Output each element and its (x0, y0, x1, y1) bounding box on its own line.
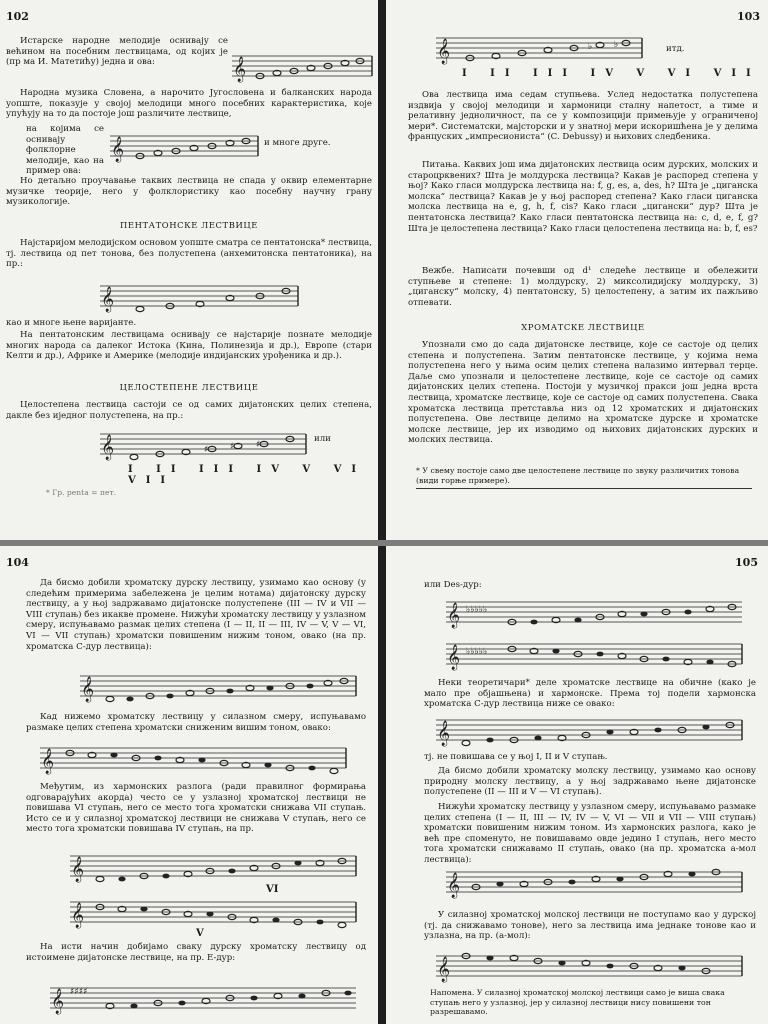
section-heading: ПЕНТАТОНСКЕ ЛЕСТВИЦЕ (119, 220, 259, 230)
footnote: * У свему постоје само две целостепене лествице по звуку различитих тонова (види горње примере). (416, 466, 752, 489)
paragraph: Упознали смо до сада дијатонске лествице, које се састоје од целих степена и полустепена. Затим пентатонске лествице, у којима нема полустепена него у њима осим целих степена налазимо интервал терце. Даље смо упознали и целостепене лествице, које се састоје од самих дијатонских целих степена. Постоји у музичкој пракси још једна врста лествица, хроматске лествице, које се састоје од самих полустепена. Свака хроматска лествица претставља низ од 12 хроматских и дијатонских полустепена. Ове лествице делимо на хроматске дурске и хроматске молске лествице, јер их изводимо од њихових дијатонских дурских и молских лествица. (408, 340, 758, 446)
paragraph: и многе друге. (264, 138, 331, 148)
music-staff-istrian-scale (232, 50, 374, 84)
svg-text:♭: ♭ (614, 40, 619, 50)
paragraph-questions: Питања. Каквих још има дијатонских лествица осим дурских, молских и староцрквених? Шта је молдурска лествица? Какав је распоред степена у њој? Како гласи молдурска лествица на: f, g, es, a, des, h? Шта је „циганска молска“ лествица? Какав је у њој распоред степена? Како гласи циганска молска лествица на e, g, h, f, cis? Како гласи „цигански“ дур? Шта је пентатонска лествица? Како гласи пентатонска лествица на: c, d, e, f, g? Шта је целостепена лествица? Како гласи целостепена лествица на: b, f, es? (408, 160, 758, 234)
paragraph: Ова лествица има седам ступњева. Услед недостатка полустепена издвија у својој мелодици и хармоници сталну напетост, а тиме и релативну једноличност, па се у композицији примењује у ограниченој мери*. Систематски, мајсторски и у знатној мери искоришћена је у делима француских „импресиониста“ (C. Debussy) и њихових следбеника. (408, 90, 758, 143)
paragraph: Међутим, из хармонских разлога (ради правилног формирања одговарајућих акорда) често се у узлазној хроматској лествици не повишава VI ступањ, него се место тога хроматски снижава VII ступањ. Исто се и у силазној хроматској лествици не снижава V ступањ, него се место тога хроматски повишава IV ступањ, на пр. (26, 782, 366, 835)
page-104 (0, 546, 378, 1024)
paragraph: Но детаљно проучавање таквих лествица не спада у оквир елементарне музичке теорије, него у фолклористику као посебну научну грану музикологије. (6, 176, 372, 208)
music-staff-chromatic-c-ascending (80, 670, 360, 704)
degree-label-vi: VI (266, 884, 279, 895)
music-staff-folk-scale (110, 130, 260, 164)
svg-text:𝄞: 𝄞 (101, 287, 115, 312)
page-number: 104 (6, 556, 29, 569)
note-remark: Напомена. У силазној хроматској молској лествици само је виша свака ступањ него у узлазној, јер у силазној лествици нису повишени тон разрешавамо. (430, 988, 725, 1016)
music-staff-chromatic-c-descending (40, 742, 350, 776)
page-number: 103 (737, 10, 760, 23)
svg-text:𝄞: 𝄞 (81, 677, 95, 702)
music-staff-chromatic-des-down (446, 636, 746, 672)
page-103 (386, 0, 768, 540)
label-etc: итд. (666, 44, 685, 54)
svg-text:♭♭♭♭♭: ♭♭♭♭♭ (466, 605, 488, 615)
book-spine-shadow (378, 0, 386, 1024)
scale-degrees: I II III IV V VI VII (462, 68, 761, 79)
paragraph: Неки теоретичари* деле хроматске лествице на обичне (како је мало пре објашњена) и хармонске. Према тој подели хармонска хроматска C-дур лествица ниже се овако: (424, 678, 756, 710)
svg-text:𝄞: 𝄞 (447, 603, 461, 628)
svg-text:♯: ♯ (256, 440, 261, 450)
svg-text:♭: ♭ (588, 42, 593, 52)
degree-label-v: V (196, 928, 204, 939)
page-number: 102 (6, 10, 29, 23)
paragraph: Да бисмо добили хроматску дурску лествицу, узимамо као основу (у следећим примерима забележена је целим нотама) дијатонску дурску лествицу, а у њој задржавамо дијатонске полустепене (III — IV и VII — VIII ступањ) без икакве промене. Нижући хроматску лествицу у узлазном смеру, испуњавамо размак целих степена (I — II, II — III, IV — V, V — VI, VI — VII ступањ) хроматски повишеним нижим тоном, овако (на пр. хроматска C-дур лествица): (26, 578, 366, 652)
paragraph: На исти начин добијамо сваку дурску хроматску лествицу од истоимене дијатонске лествице, на пр. E-дур: (26, 942, 366, 963)
svg-text:𝄞: 𝄞 (447, 645, 461, 670)
page-102 (0, 0, 378, 540)
svg-text:𝄞: 𝄞 (447, 873, 461, 898)
paragraph: Да бисмо добили хроматску молску лествицу, узимамо као основу природну молску лествицу, а у њој задржавамо њене дијатонске полустепене (II — III и V — VI ступањ). (424, 766, 756, 798)
paragraph: тј. не повишава се у њој I, II и V ступањ. (424, 752, 608, 762)
svg-text:𝄞: 𝄞 (437, 957, 451, 982)
music-staff-pentatonic (100, 278, 300, 314)
svg-text:𝄞: 𝄞 (71, 903, 85, 928)
paragraph: Целостепена лествица састоји се од самих дијатонских целих степена, дакле без иједног полустепена, на пр.: (6, 400, 372, 421)
label-des-major: или Des-дур: (424, 580, 482, 590)
paragraph: Нижући хроматску лествицу у узлазном смеру, испуњавамо размаке целих степена (I — II, III — IV, IV — V, VI — VII и VII — VIII ступањ) хроматски повишеним нижим тоном. Из хармонских разлога, како је већ пре споменуто, не повишавамо овде једино I ступањ, него место тога хроматски снижавамо II ступањ, овако (на пр. хроматска a-мол лествица): (424, 802, 756, 865)
label-or: или (314, 434, 331, 444)
paragraph: Народна музика Словена, а нарочито Југословена и балканских народа уопште, показује у својој мелодици много посебних карактеристика, које упућују на то да постоје још различите лествице, (6, 88, 372, 120)
svg-text:𝄞: 𝄞 (111, 137, 125, 162)
paragraph: На пентатонским лествицама оснивају се најстарије познате мелодије многих народа са далеког Истока (Кина, Полинезија и др.), Европе (стари Келти и др.), Африке и Америке (мелодије индијанских урођеника и др.). (6, 330, 372, 362)
svg-text:♭♭♭♭♭: ♭♭♭♭♭ (466, 647, 488, 657)
music-staff-whole-tone-2 (436, 30, 646, 66)
section-heading: ЦЕЛОСТЕПЕНЕ ЛЕСТВИЦЕ (119, 382, 259, 392)
svg-text:𝄞: 𝄞 (437, 39, 451, 64)
music-staff-chromatic-e (50, 978, 360, 1018)
scan-separator (0, 540, 768, 546)
music-staff-chromatic-des-up (446, 594, 746, 630)
section-heading: ХРОМАТСКЕ ЛЕСТВИЦЕ (521, 322, 645, 332)
svg-text:𝄞: 𝄞 (51, 989, 65, 1014)
paragraph: као и многе њене варијанте. (6, 318, 137, 328)
music-staff-chromatic-harmonic-down (70, 894, 360, 930)
music-staff-chromatic-a-minor-up (446, 864, 746, 900)
scale-degrees: I II III IV V VI VII (128, 464, 367, 486)
svg-text:♯: ♯ (230, 442, 235, 452)
music-staff-chromatic-a-minor-down (436, 948, 746, 984)
paragraph: У силазној хроматској молској лествици не поступамо као у дурској (тј. да снижавамо тонове), него за лествица има једнаке тонове као и узлазна, на пр. (a-мол): (424, 910, 756, 942)
svg-text:𝄞: 𝄞 (41, 749, 55, 774)
paragraph: Најстаријом мелодијском основом уопште сматра се пентатонска* лествица, тј. лествица од пет тонова, без полустепена (анхемитонска пентатоника), на пр.: (6, 238, 372, 270)
page-105 (386, 546, 768, 1024)
svg-text:𝄞: 𝄞 (437, 721, 451, 746)
svg-text:♯: ♯ (204, 445, 209, 455)
music-staff-chromatic-harmonic-up (70, 848, 360, 884)
paragraph: Истарске народне мелодије оснивају се већином на посебним лествицама, од којих је (пр ма И. Матетићу) једна и ова: (6, 36, 228, 68)
svg-text:𝄞: 𝄞 (233, 57, 247, 82)
music-staff-harmonic-chromatic-c (436, 712, 746, 748)
paragraph: Кад нижемо хроматску лествицу у силазном смеру, испуњавамо размаке целих степена хроматски сниженим вишим тоном, овако: (26, 712, 366, 733)
paragraph-exercises: Вежбе. Написати почевши од d¹ следеће лествице и обележити ступњеве и степене: 1) молдурску, 2) миксолидијску молдурску, 3) „циганску“ молску, 4) пентатонску, 5) целостепену, а затим их пажљиво отпевати. (408, 266, 758, 308)
svg-text:♯♯♯♯: ♯♯♯♯ (70, 987, 88, 997)
svg-text:𝄞: 𝄞 (101, 435, 115, 460)
footnote: * Гр. penta = пет. (46, 488, 117, 497)
paragraph: на којима се оснивају фолклорне мелодије, као на пример ова: (26, 124, 104, 177)
page-number: 105 (735, 556, 758, 569)
svg-text:𝄞: 𝄞 (71, 857, 85, 882)
music-staff-whole-tone (100, 424, 310, 464)
